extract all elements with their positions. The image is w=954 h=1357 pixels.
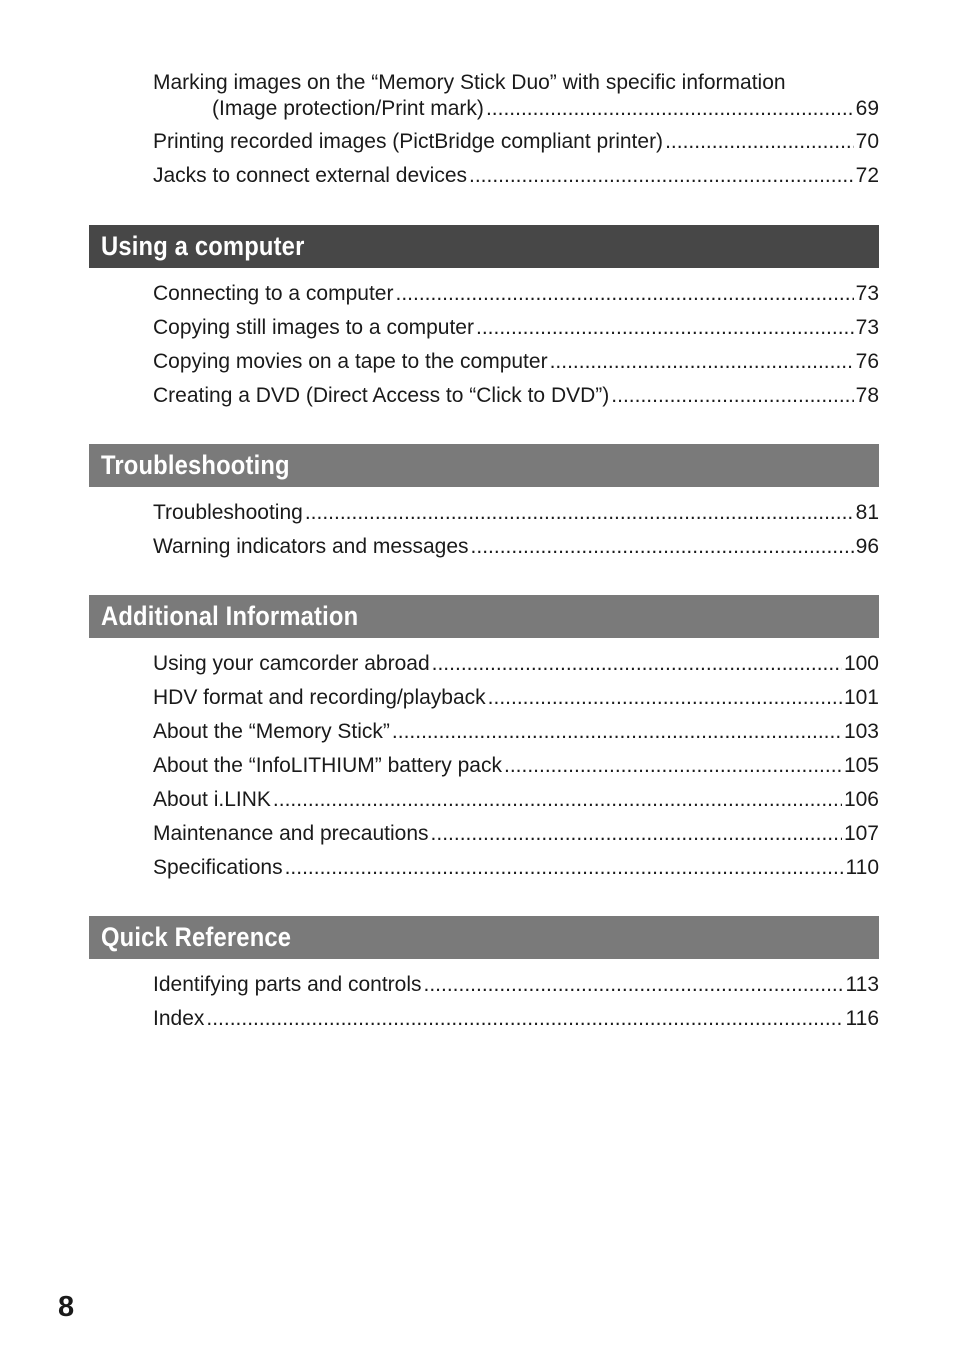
toc-entry-title: Creating a DVD (Direct Access to “Click to DVD”) [153,384,610,407]
toc-entry-page: 110 [845,856,879,879]
toc-entry-page: 106 [843,788,879,811]
dot-leader [469,159,854,193]
toc-entry[interactable] [153,530,879,564]
toc-entry-title: Troubleshooting [153,501,303,524]
toc-entry[interactable] [153,496,879,530]
section-heading-using-a-computer[interactable] [89,225,879,268]
section-entries-troubleshooting [153,496,879,564]
dot-leader [432,647,842,681]
toc-entry-title: Using your camcorder abroad [153,652,430,675]
toc-entry-page: 69 [855,97,879,120]
toc-entry[interactable] [153,1002,879,1036]
toc-entry[interactable] [153,647,879,681]
toc-entry-marking-images[interactable] [153,70,879,122]
dot-leader [285,851,844,885]
dot-leader [206,1002,843,1036]
toc-entry[interactable] [153,968,879,1002]
toc-entry-page: 73 [855,282,879,305]
section-heading-troubleshooting[interactable] [89,444,879,487]
toc-entry-page: 73 [855,316,879,339]
toc-entry-title: Connecting to a computer [153,282,394,305]
dot-leader [305,496,854,530]
dot-leader [665,125,854,159]
toc-entry[interactable] [153,715,879,749]
toc-entry-title: Identifying parts and controls [153,973,422,996]
dot-leader [611,379,853,413]
dot-leader [486,96,854,122]
toc-entry-title: About i.LINK [153,788,271,811]
toc-entry[interactable] [153,311,879,345]
toc-entry[interactable] [153,345,879,379]
dot-leader [476,311,854,345]
section-heading-text: Troubleshooting [101,450,290,480]
section-heading-additional-information[interactable] [89,595,879,638]
toc-entry-page: 72 [855,164,879,187]
section-heading-text: Additional Information [101,601,359,631]
section-entries-additional-information [153,647,879,885]
section-entries-using-a-computer [153,277,879,413]
toc-entry-title: HDV format and recording/playback [153,686,486,709]
toc-entry-title-continued: (Image protection/Print mark) [212,97,484,120]
intro-entries [153,70,879,193]
toc-entry[interactable] [153,277,879,311]
toc-entry-title: Specifications [153,856,283,879]
toc-entry-page: 70 [855,130,879,153]
toc-entry[interactable] [153,749,879,783]
toc-entry-title: Marking images on the “Memory Stick Duo” with specific information [153,71,786,94]
toc-entry-title: About the “Memory Stick” [153,720,390,743]
toc-entry-title: Copying movies on a tape to the computer [153,350,548,373]
toc-entry[interactable] [153,851,879,885]
toc-entry-page: 113 [845,973,879,996]
section-heading-quick-reference[interactable] [89,916,879,959]
toc-entry-page: 100 [843,652,879,675]
dot-leader [273,783,842,817]
dot-leader [424,968,844,1002]
toc-entry-page: 76 [855,350,879,373]
toc-entry-page: 101 [843,686,879,709]
page-number: 8 [58,1291,75,1323]
toc-entry-title: Maintenance and precautions [153,822,429,845]
dot-leader [395,277,853,311]
dot-leader [471,530,854,564]
dot-leader [431,817,842,851]
toc-entry-page: 96 [855,535,879,558]
dot-leader [488,681,842,715]
dot-leader [504,749,842,783]
toc-entry[interactable] [153,817,879,851]
toc-entry-page: 116 [845,1007,879,1030]
toc-entry-page: 105 [843,754,879,777]
toc-entry[interactable] [153,783,879,817]
section-heading-text: Using a computer [101,231,305,261]
toc-entry-title: Index [153,1007,205,1030]
dot-leader [392,715,842,749]
toc-entry[interactable] [153,159,879,193]
toc-entry-title: Warning indicators and messages [153,535,469,558]
toc-entry-page: 78 [855,384,879,407]
toc-entry-page: 107 [843,822,879,845]
toc-entry-title: About the “InfoLITHIUM” battery pack [153,754,502,777]
toc-entry-title: Printing recorded images (PictBridge compliant printer) [153,130,664,153]
toc-entry[interactable] [153,681,879,715]
toc-entry-title: Copying still images to a computer [153,316,474,339]
toc-entry-page: 103 [843,720,879,743]
toc-entry-page: 81 [855,501,879,524]
dot-leader [550,345,854,379]
section-heading-text: Quick Reference [101,922,292,952]
toc-entry-title: Jacks to connect external devices [153,164,467,187]
section-entries-quick-reference [153,968,879,1036]
toc-entry[interactable] [153,379,879,413]
toc-entry[interactable] [153,125,879,159]
